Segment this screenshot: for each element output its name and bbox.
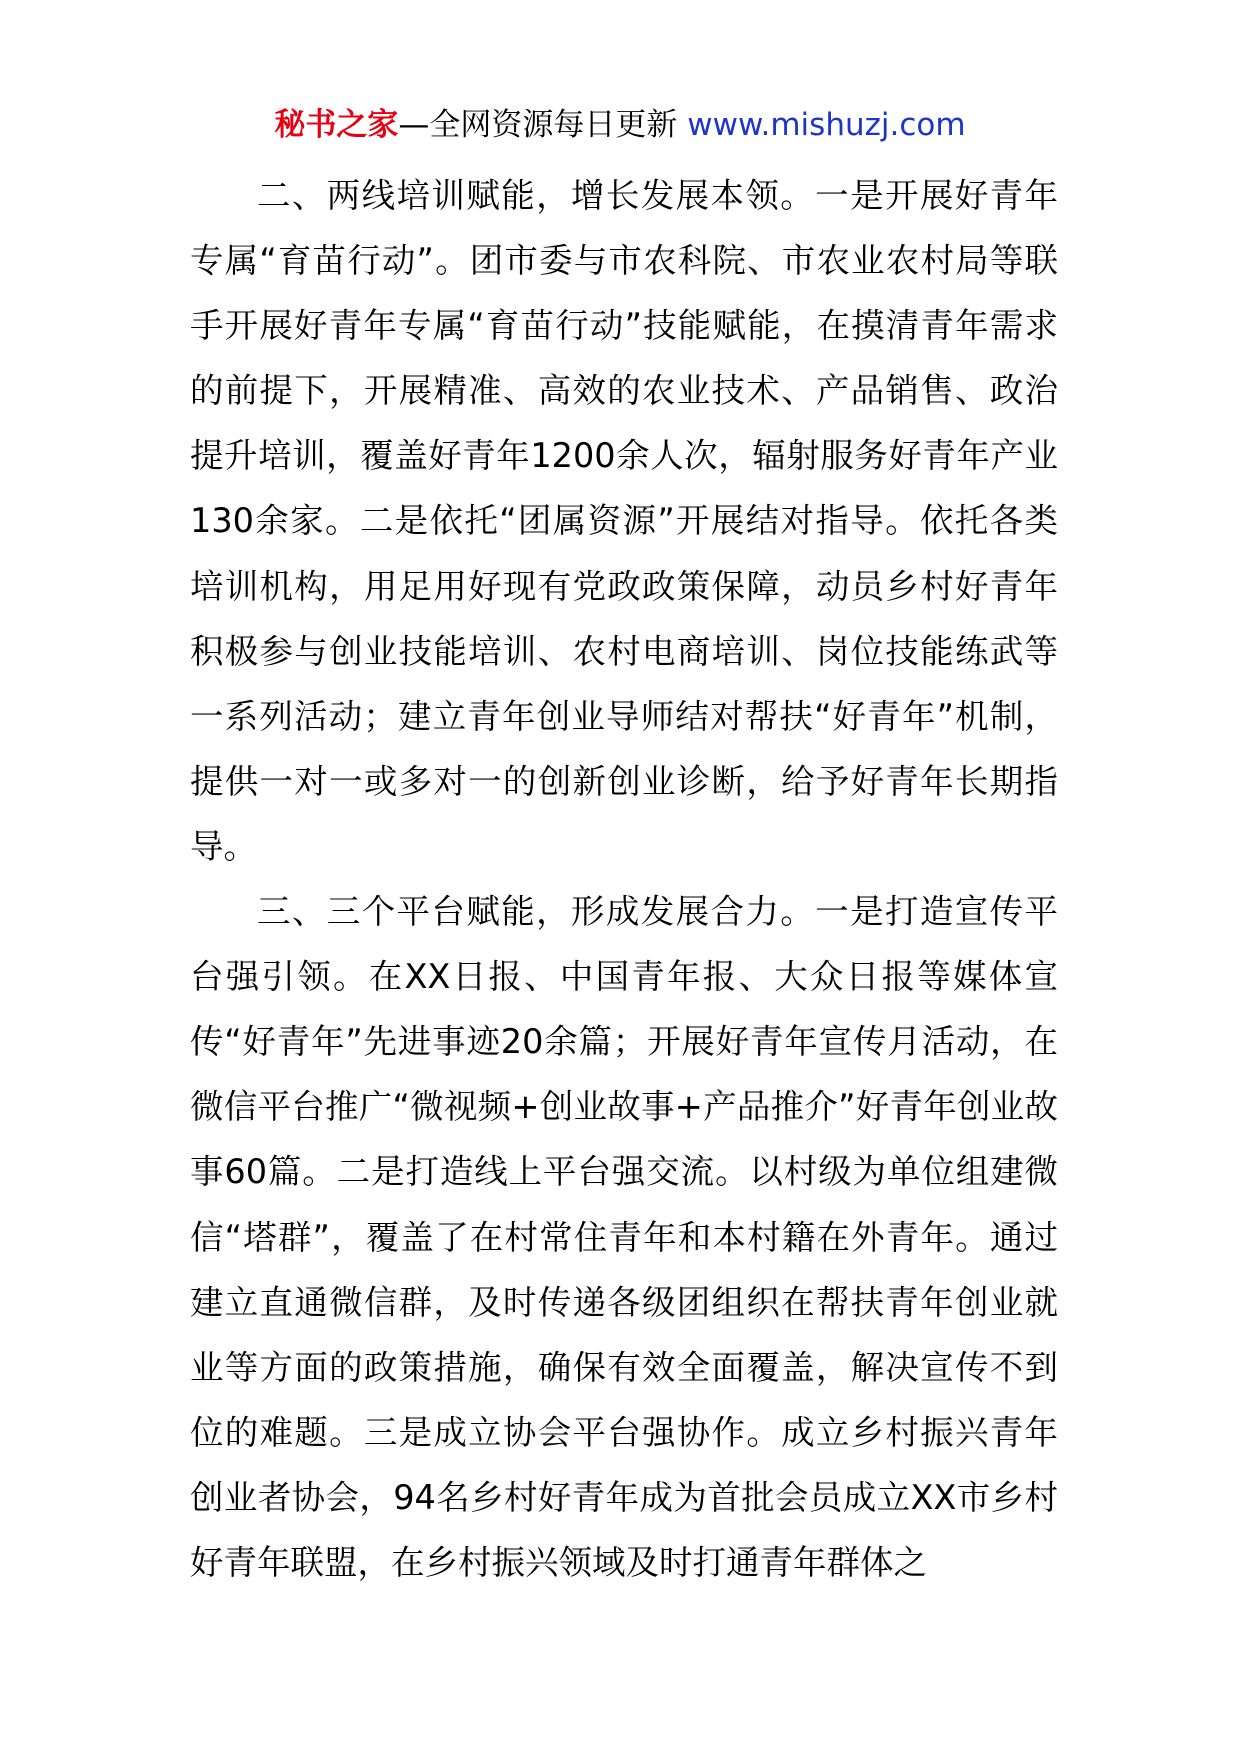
paragraph-training: 二、两线培训赋能，增长发展本领。一是开展好青年专属“育苗行动”。团市委与市农科院、市农业农村局等联手开展好青年专属“育苗行动”技能赋能，在摸清青年需求的前提下，开展精准、高效的农业技术、产品销售、政治提升培训，覆盖好青年1200余人次，辐射服务好青年产业130余家。二是依托“团属资源”开展结对指导。依托各类培训机构，用足用好现有党政政策保障，动员乡村好青年积极参与创业技能培训、农村电商培训、岗位技能练武等一系列活动；建立青年创业导师结对帮扶“好青年”机制，提供一对一或多对一的创新创业诊断，给予好青年长期指导。 <box>190 176 1058 866</box>
document-body <box>190 163 1058 1595</box>
header-slogan: —全网资源每日更新 <box>398 107 678 143</box>
site-header <box>0 103 1240 147</box>
brand-name: 秘书之家 <box>274 107 399 143</box>
site-url-link[interactable]: www.mishuzj.com <box>687 107 966 143</box>
paragraph-platforms: 三、三个平台赋能，形成发展合力。一是打造宣传平台强引领。在XX日报、中国青年报、大众日报等媒体宣传“好青年”先进事迹20余篇；开展好青年宣传月活动，在微信平台推广“微视频+创业故事+产品推介”好青年创业故事60篇。二是打造线上平台强交流。以村级为单位组建微信“塔群”，覆盖了在村常住青年和本村籍在外青年。通过建立直通微信群，及时传递各级团组织在帮扶青年创业就业等方面的政策措施，确保有效全面覆盖，解决宣传不到位的难题。三是成立协会平台强协作。成立乡村振兴青年创业者协会，94名乡村好青年成为首批会员成立XX市乡村好青年联盟，在乡村振兴领域及时打通青年群体之 <box>190 892 1058 1582</box>
